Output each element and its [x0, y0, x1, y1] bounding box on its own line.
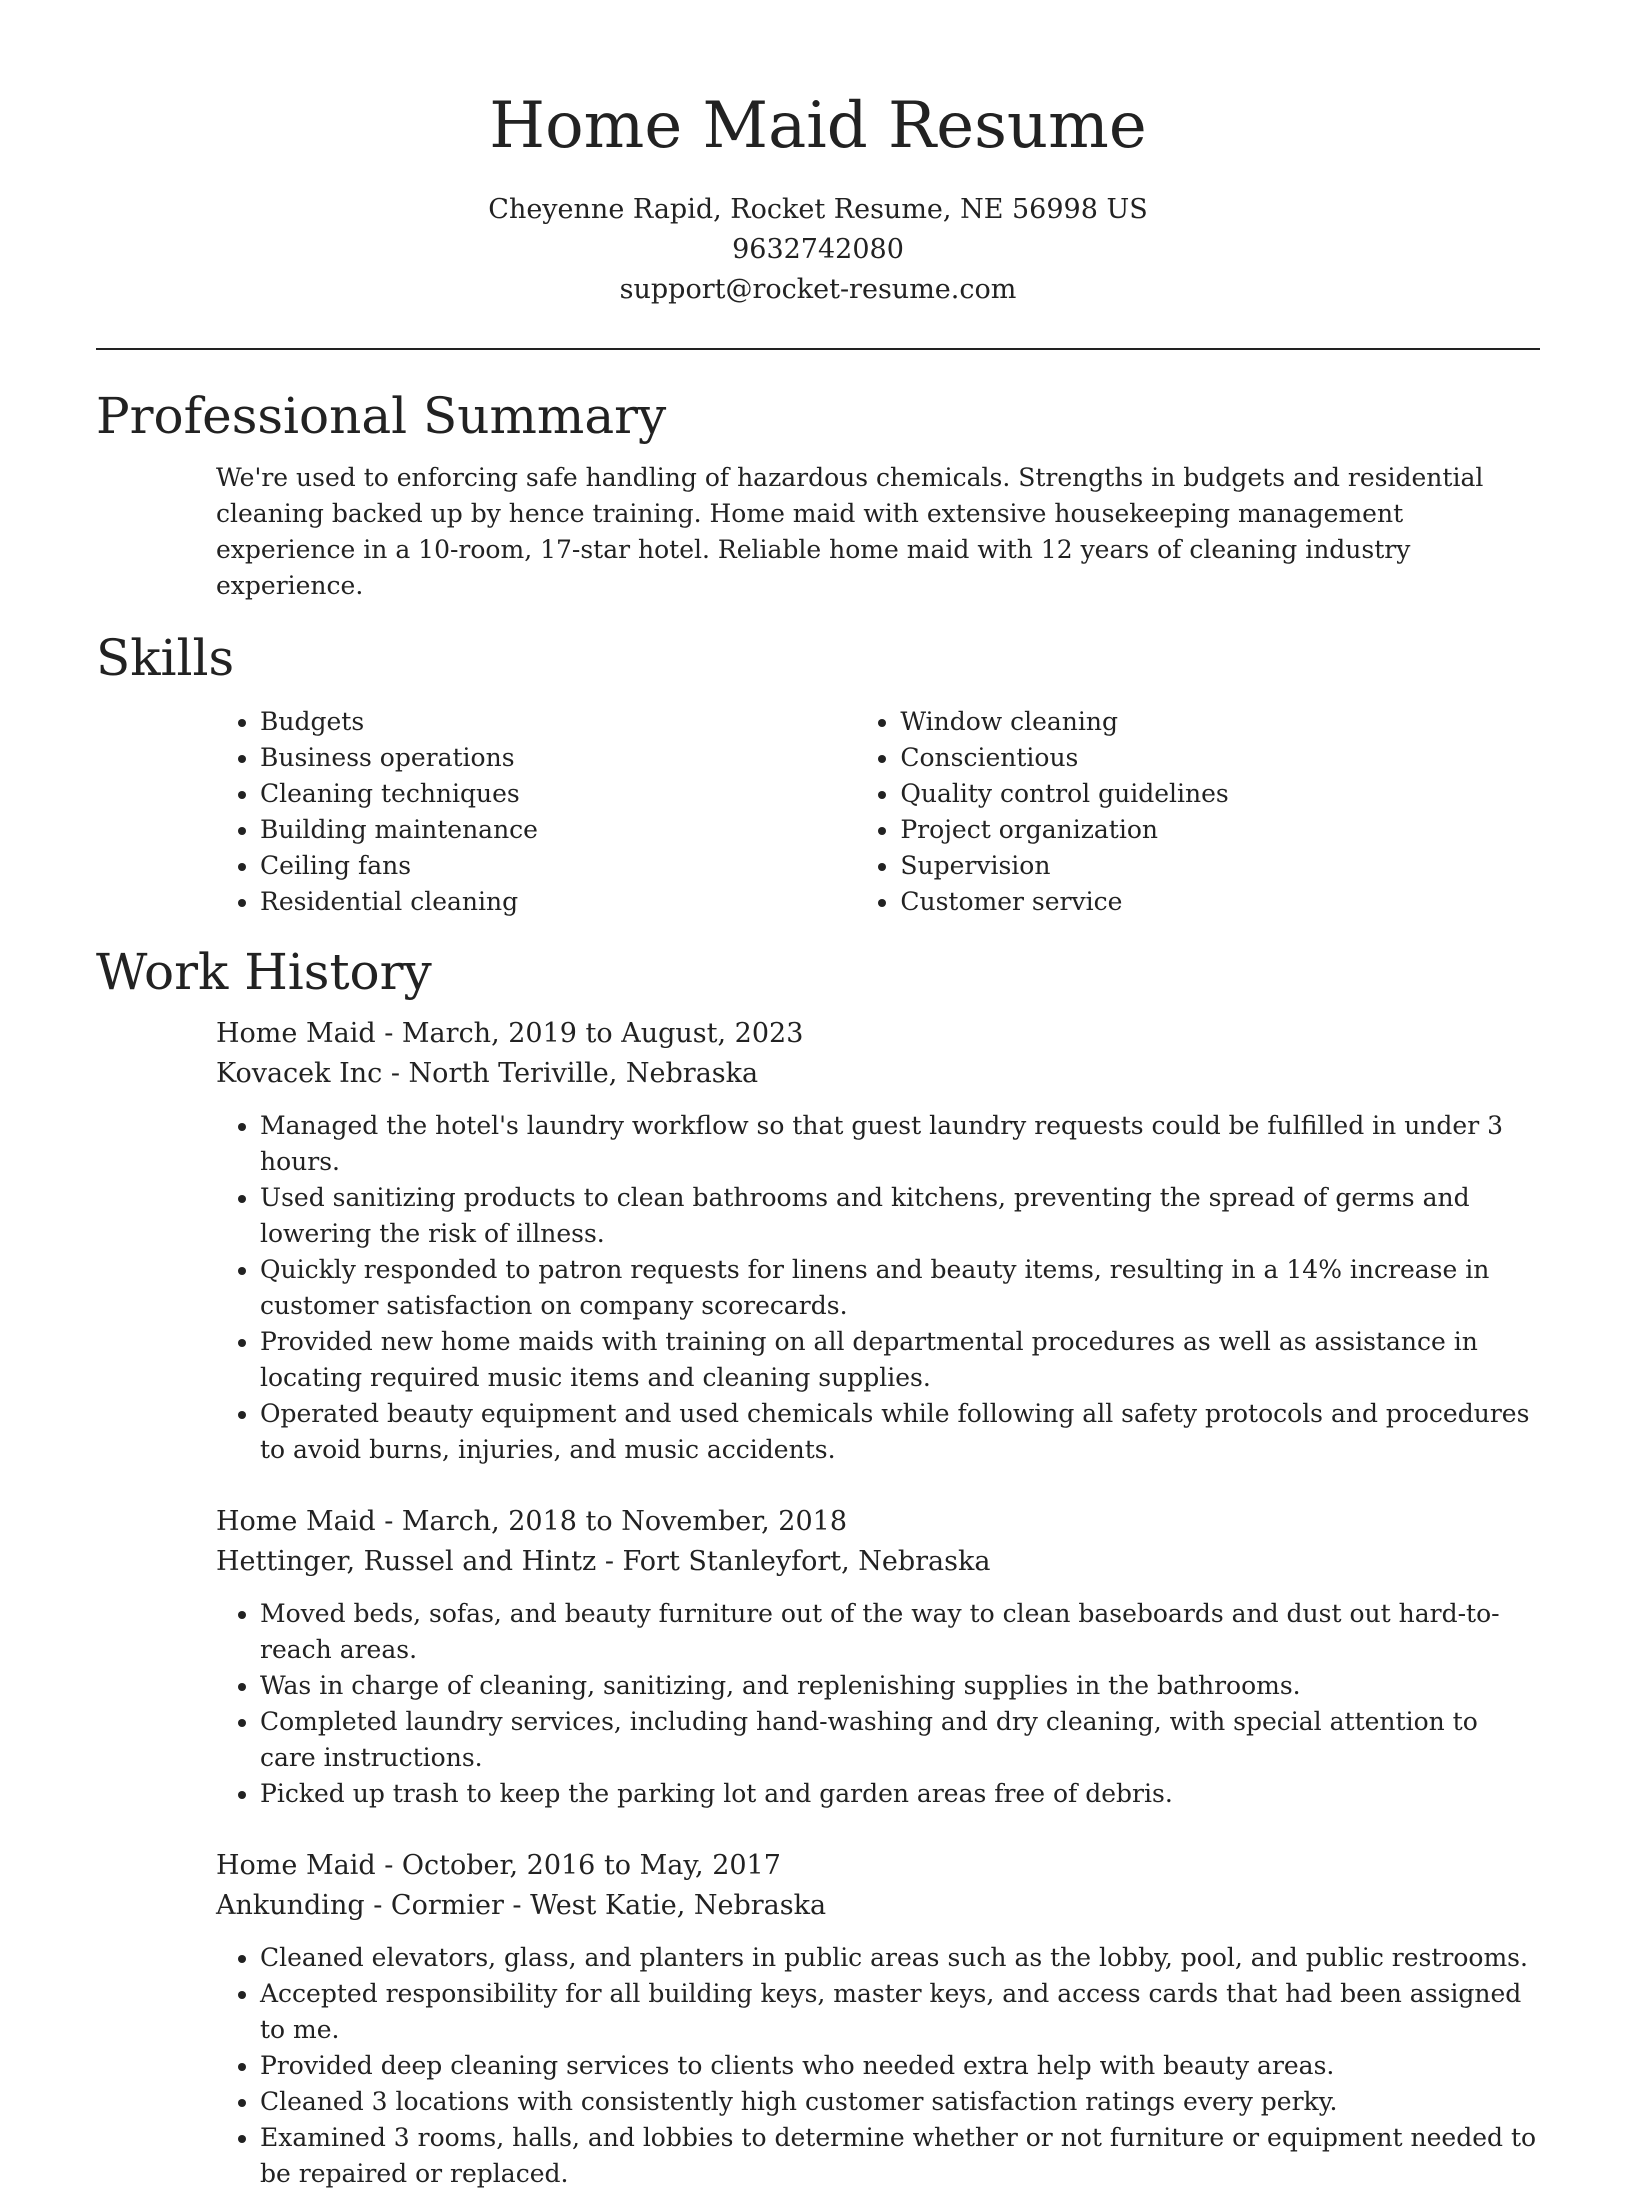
job-bullet: • Cleaned elevators, glass, and planters in public areas such as the lobby, pool, and public restrooms.: [260, 1940, 1540, 1976]
job-bullet: • Used sanitizing products to clean bathrooms and kitchens, preventing the spread of germs and lowering the risk of illness.: [260, 1180, 1540, 1252]
job-title: Home Maid - March, 2019 to August, 2023: [216, 1018, 804, 1049]
job-bullets: [216, 1108, 1540, 1468]
job-bullet: • Quickly responded to patron requests for linens and beauty items, resulting in a 14% increase in customer satisfaction on company scorecards.: [260, 1252, 1540, 1324]
work-history-section: [96, 940, 1540, 2192]
email-address: support@rocket-resume.com: [619, 274, 1017, 305]
job-bullet: • Operated beauty equipment and used chemicals while following all safety protocols and procedures to avoid burns, injuries, and music accidents.: [260, 1396, 1540, 1468]
job-bullet: • Was in charge of cleaning, sanitizing, and replenishing supplies in the bathrooms.: [260, 1668, 1540, 1704]
resume-title: Home Maid Resume: [489, 89, 1147, 163]
job-bullet: • Managed the hotel's laundry workflow so that guest laundry requests could be fulfilled in under 3 hours.: [260, 1108, 1540, 1180]
contact-info: [96, 190, 1540, 310]
resume-header: [96, 0, 1540, 310]
skill-item: • Ceiling fans: [260, 848, 856, 884]
summary-text: We're used to enforcing safe handling of hazardous chemicals. Strengths in budgets and residential cleaning backed up by hence training. Home maid with extensive housekeeping management experience in a 10-room, 17-star hotel. Reliable home maid with 12 years of cleaning industry experience.: [216, 463, 1484, 600]
phone-number: 9632742080: [732, 234, 904, 265]
skill-item: • Project organization: [900, 812, 1540, 848]
job-bullet: • Provided new home maids with training on all departmental procedures as well as assistance in locating required music items and cleaning supplies.: [260, 1324, 1540, 1396]
skills-columns: [216, 704, 1540, 920]
job-company: Ankunding - Cormier - West Katie, Nebraska: [216, 1890, 827, 1921]
job-company: Hettinger, Russel and Hintz - Fort Stanleyfort, Nebraska: [216, 1546, 991, 1577]
skill-item: • Window cleaning: [900, 704, 1540, 740]
address: Cheyenne Rapid, Rocket Resume, NE 56998 US: [488, 194, 1148, 225]
skill-item: • Conscientious: [900, 740, 1540, 776]
skills-section: [96, 626, 1540, 920]
job-bullets: [216, 1596, 1540, 1812]
job-bullet: • Cleaned 3 locations with consistently high customer satisfaction ratings every perky.: [260, 2084, 1540, 2120]
skill-item: • Cleaning techniques: [260, 776, 856, 812]
section-title-work-history: Work History: [96, 943, 432, 1001]
skill-item: • Budgets: [260, 704, 856, 740]
job-title: Home Maid - March, 2018 to November, 2018: [216, 1506, 848, 1537]
job-entry: [216, 1846, 1540, 2192]
skill-item: • Quality control guidelines: [900, 776, 1540, 812]
resume-page: [96, 0, 1540, 2192]
professional-summary-section: [96, 384, 1540, 604]
job-bullet: • Picked up trash to keep the parking lot and garden areas free of debris.: [260, 1776, 1540, 1812]
header-divider: [96, 348, 1540, 350]
skill-item: • Residential cleaning: [260, 884, 856, 920]
job-entry: [216, 1502, 1540, 1812]
job-bullets: [216, 1940, 1540, 2192]
job-bullet: • Provided deep cleaning services to clients who needed extra help with beauty areas.: [260, 2048, 1540, 2084]
section-title-summary: Professional Summary: [96, 387, 667, 445]
job-title: Home Maid - October, 2016 to May, 2017: [216, 1850, 781, 1881]
job-bullet: • Completed laundry services, including hand-washing and dry cleaning, with special attention to care instructions.: [260, 1704, 1540, 1776]
skill-item: • Business operations: [260, 740, 856, 776]
skills-list-right: [856, 704, 1540, 920]
job-entry: [216, 1014, 1540, 1468]
skill-item: • Building maintenance: [260, 812, 856, 848]
job-bullet: • Moved beds, sofas, and beauty furniture out of the way to clean baseboards and dust out hard-to-reach areas.: [260, 1596, 1540, 1668]
job-bullet: • Examined 3 rooms, halls, and lobbies to determine whether or not furniture or equipment needed to be repaired or replaced.: [260, 2120, 1540, 2192]
skill-item: • Customer service: [900, 884, 1540, 920]
job-company: Kovacek Inc - North Teriville, Nebraska: [216, 1058, 759, 1089]
skill-item: • Supervision: [900, 848, 1540, 884]
skills-list-left: [216, 704, 856, 920]
section-title-skills: Skills: [96, 629, 235, 687]
job-bullet: • Accepted responsibility for all building keys, master keys, and access cards that had been assigned to me.: [260, 1976, 1540, 2048]
